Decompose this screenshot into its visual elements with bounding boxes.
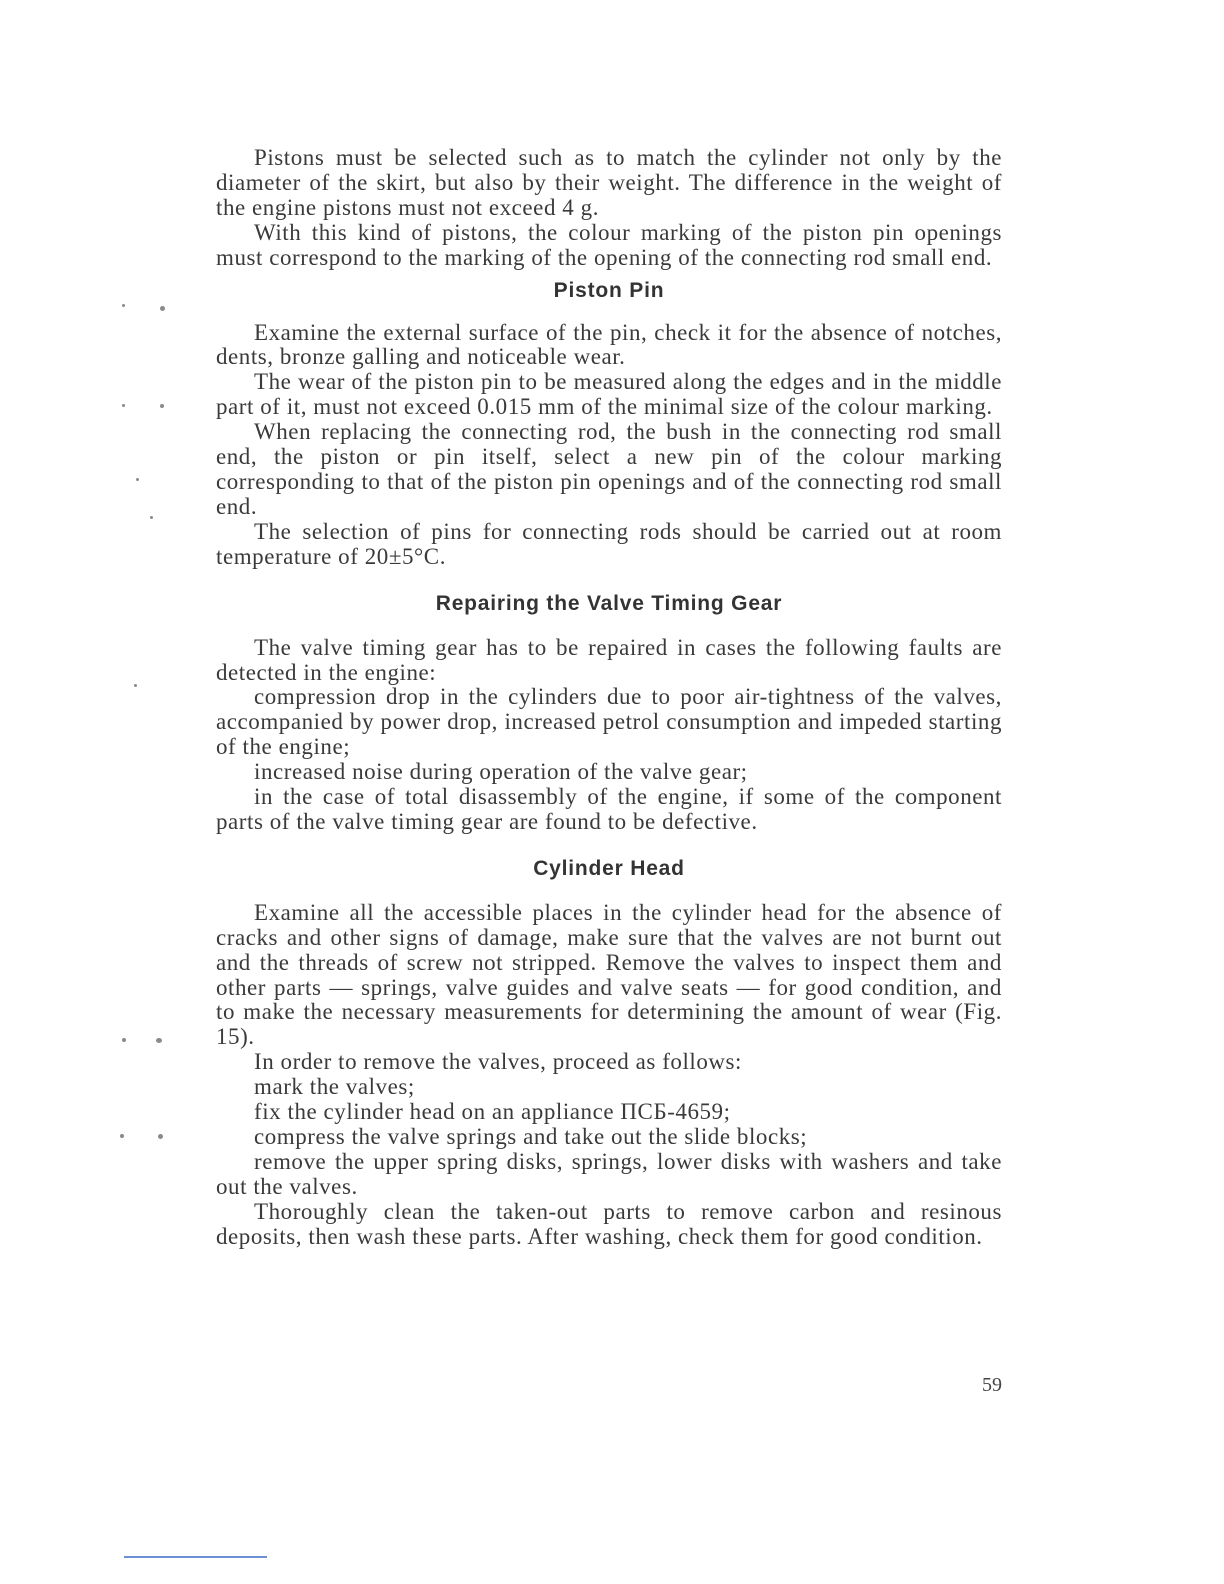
- list-item: compression drop in the cylinders due to poor air-tightness of the valves, accompanied by power drop, increased petrol consumption and impeded starting of the engine;: [216, 684, 1002, 760]
- paragraph: Thoroughly clean the taken-out parts to remove carbon and resinous deposits, then wash these parts. After washing, check them for good condition.: [216, 1198, 1002, 1249]
- paragraph: With this kind of pistons, the colour marking of the piston pin openings must correspond to the marking of the opening of the connecting rod small end.: [216, 219, 1002, 270]
- paragraph: The selection of pins for connecting rods should be carried out at room temperature of 20±5°C.: [216, 518, 1002, 569]
- list-item: remove the upper spring disks, springs, lower disks with washers and take out the valves.: [216, 1148, 1002, 1199]
- scan-speck: [122, 1038, 126, 1042]
- scan-speck: [122, 304, 125, 307]
- scan-speck: [160, 306, 165, 311]
- scan-speck: [120, 1134, 124, 1138]
- paragraph: Pistons must be selected such as to match the cylinder not only by the diameter of the skirt, but also by their weight. The difference in the weight of the engine pistons must not exceed 4 g.: [216, 145, 1002, 220]
- paragraph: In order to remove the valves, proceed as follows:: [254, 1049, 742, 1075]
- scan-speck: [160, 404, 164, 408]
- scan-speck: [150, 516, 153, 519]
- document-page: [216, 146, 1002, 1250]
- list-item: in the case of total disassembly of the engine, if some of the component parts of the valve timing gear are found to be defective.: [216, 784, 1002, 834]
- bottom-rule: [124, 1556, 267, 1558]
- list-item: fix the cylinder head on an appliance ПСБ-4659;: [254, 1099, 731, 1125]
- scan-speck: [134, 684, 137, 687]
- section-heading-piston-pin: Piston Pin: [553, 278, 665, 302]
- paragraph: Examine the external surface of the pin, check it for the absence of notches, dents, bronze galling and noticeable wear.: [216, 319, 1002, 370]
- scan-speck: [158, 1134, 163, 1139]
- paragraph: Examine all the accessible places in the cylinder head for the absence of cracks and other signs of damage, make sure that the valves are not burnt out and the threads of screw not stripped. Remove the valves to inspect them and other parts — springs, valve guides and valve seats — for good condition, and to make the necessary measurements for determining the amount of wear (Fig. 15).: [216, 899, 1002, 1050]
- paragraph: The wear of the piston pin to be measured along the edges and in the middle part of it, must not exceed 0.015 mm of the minimal size of the colour marking.: [216, 369, 1002, 420]
- section-heading-cylinder-head: Cylinder Head: [533, 856, 685, 880]
- scan-speck: [156, 1038, 162, 1043]
- scan-speck: [122, 404, 125, 407]
- list-item: increased noise during operation of the valve gear;: [254, 759, 748, 785]
- paragraph: The valve timing gear has to be repaired in cases the following faults are detected in the engine:: [216, 634, 1002, 685]
- page-number: 59: [982, 1374, 1002, 1396]
- list-item: mark the valves;: [254, 1074, 415, 1100]
- scan-speck: [136, 478, 139, 481]
- list-item: compress the valve springs and take out the slide blocks;: [254, 1124, 808, 1149]
- section-heading-valve-timing: Repairing the Valve Timing Gear: [435, 591, 783, 615]
- paragraph: When replacing the connecting rod, the bush in the connecting rod small end, the piston or pin itself, select a new pin of the colour marking corresponding to that of the piston pin openings and of the connecting rod small end.: [216, 419, 1002, 519]
